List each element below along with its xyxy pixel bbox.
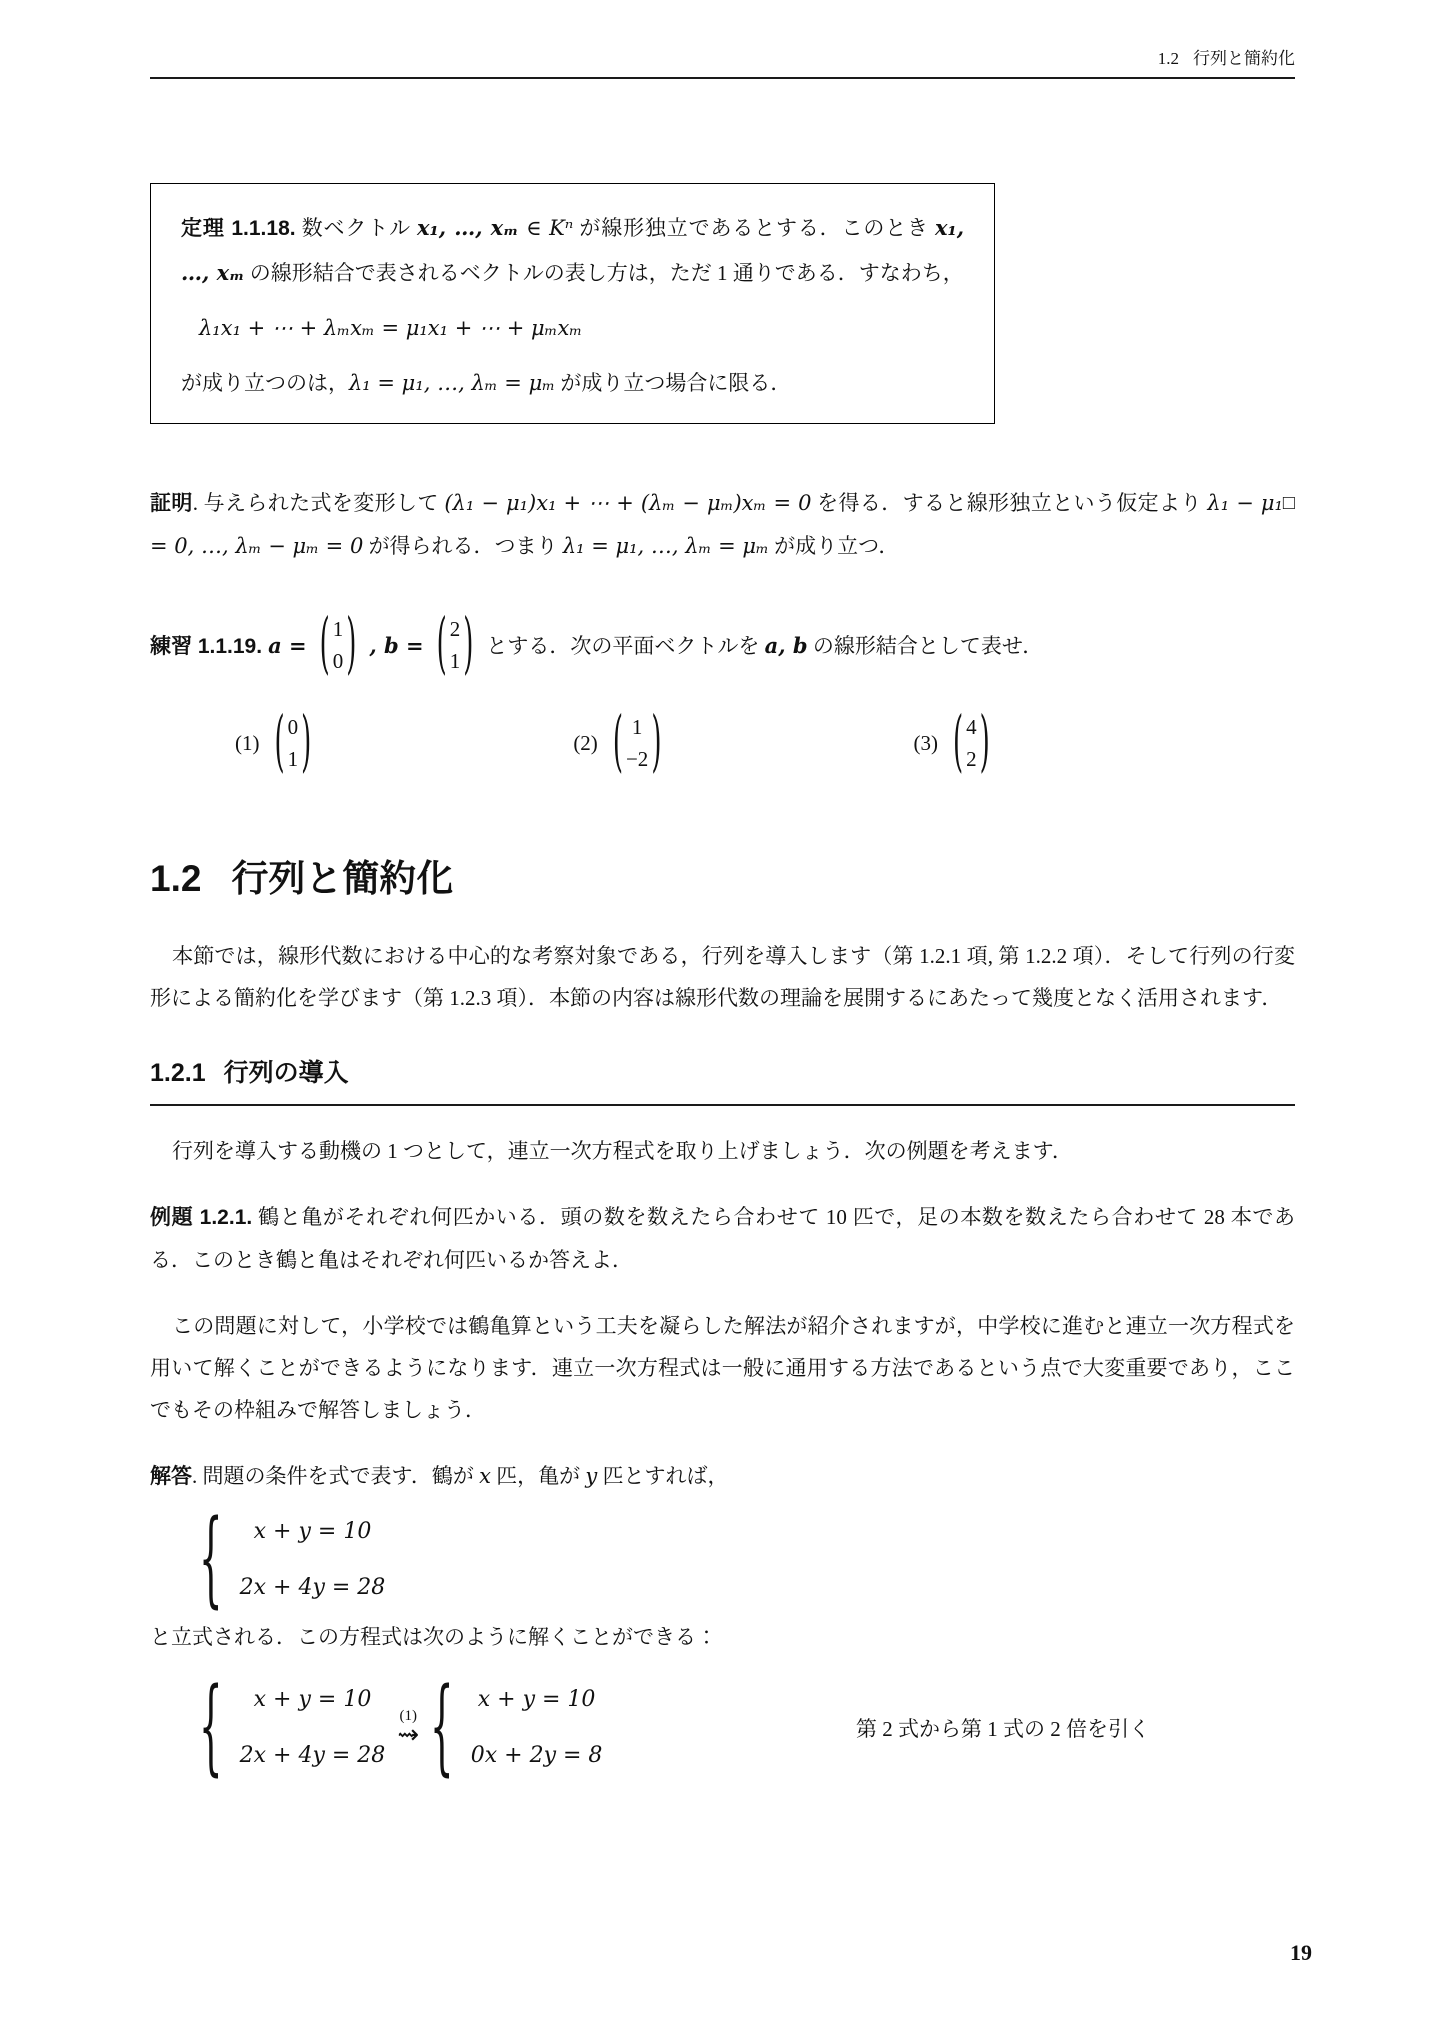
header-section-title: 行列と簡約化 [1193, 49, 1295, 68]
item-3-label: (3) [913, 730, 938, 755]
page-number: 19 [1290, 1940, 1312, 1965]
item-3-entry-1: 4 [966, 715, 977, 739]
squiggle-arrow-stack [397, 1708, 420, 1751]
running-header [150, 44, 1295, 79]
section-title: 行列と簡約化 [231, 858, 454, 899]
qed-tombstone-icon: □ [1282, 492, 1295, 514]
section-number: 1.2 [150, 858, 202, 899]
proof-paragraph [150, 482, 1295, 567]
left-paren-icon: ( [274, 704, 285, 782]
vector-a-lhs: a = [268, 632, 307, 658]
right-paren-icon: ) [979, 704, 990, 782]
item-3-vector [950, 704, 993, 782]
proof-text: 証明. 与えられた式を変形して (λ₁ − μ₁)x₁ + ⋯ + (λₘ − μₘ)xₘ = 0 を得る．すると線形独立という仮定より λ₁ − μ₁ = 0, …, λₘ − μₘ = 0 が得られる．つまり λ₁ = μ₁, …, λₘ = μₘ が成り立つ． [150, 491, 1283, 558]
step-right-eq-1: x + y = 10 [477, 1686, 596, 1712]
item-2-entry-1: 1 [631, 715, 643, 739]
step-number-label: (1) [399, 1708, 417, 1725]
step-annotation: 第 2 式から第 1 式の 2 倍を引く [856, 1716, 1150, 1741]
item-2-entry-2: −2 [625, 747, 649, 771]
vector-a-entry-1: 1 [332, 617, 344, 641]
item-2-vector [610, 704, 665, 782]
step-right-eq-2: 0x + 2y = 8 [470, 1742, 603, 1768]
left-paren-icon: ( [612, 704, 623, 782]
theorem-statement-tail: が成り立つのは，λ₁ = μ₁, …, λₘ = μₘ が成り立つ場合に限る． [181, 371, 792, 395]
section-intro-paragraph: 本節では，線形代数における中心的な考察対象である，行列を導入します（第 1.2.1 項, 第 1.2.2 項）．そして行列の行変形による簡約化を学びます（第 1.2.3 項）．本節の内容は線形代数の理論を展開するにあたって幾度となく活用されます． [150, 944, 1295, 1011]
left-paren-icon: ( [319, 606, 330, 684]
theorem-equation: λ₁x₁ + ⋯ + λₘxₘ = μ₁x₁ + ⋯ + μₘxₘ [199, 316, 583, 340]
right-paren-icon: ) [463, 606, 474, 684]
theorem-statement: 定理 1.1.18. 数ベクトル x₁, …, xₘ ∈ Kⁿ が線形独立であるとする．このとき x₁, …, xₘ の線形結合で表されるベクトルの表し方は，ただ 1 通りである．すなわち， [181, 215, 965, 285]
header-section-number: 1.2 [1157, 49, 1179, 68]
subsection-number: 1.2.1 [150, 1059, 206, 1088]
exercise-label: 練習 1.1.19. [150, 635, 263, 658]
left-paren-icon: ( [952, 704, 964, 782]
exercise-tail: とする．次の平面ベクトルを a, b の線形結合として表せ． [486, 633, 1044, 658]
exercise-items [150, 695, 1295, 791]
discussion-paragraph: この問題に対して，小学校では鶴亀算という工夫を凝らした解法が紹介されますが，中学校に進むと連立一次方程式を用いて解くことができるようになります．連立一次方程式は一般に通用する方法であるという点で大変重要であり，ここでもその枠組みで解答しましょう． [150, 1313, 1295, 1422]
right-paren-icon: ) [301, 704, 312, 782]
vector-b-lhs: , b = [369, 632, 424, 658]
subsection-title: 行列の導入 [223, 1059, 349, 1088]
item-1-label: (1) [235, 730, 260, 755]
right-paren-icon: ) [346, 606, 357, 684]
exercise-line [150, 597, 1295, 693]
example-paragraph: 例題 1.2.1. 鶴と亀がそれぞれ何匹かいる．頭の数を数えたら合わせて 10 匹で，足の本数を数えたら合わせて 28 本である．このとき鶴と亀はそれぞれ何匹いるか答えよ． [150, 1204, 1295, 1272]
cases-brace-icon: { [198, 1666, 223, 1789]
exercise-item-2 [573, 704, 668, 782]
exercise-item-3 [913, 704, 996, 782]
cases-brace-icon: { [430, 1666, 454, 1789]
cases-brace-icon: { [198, 1498, 223, 1621]
step-left-eq-2: 2x + 4y = 28 [239, 1742, 386, 1768]
subsection-heading [150, 1057, 1295, 1106]
vector-a-entry-2: 0 [332, 649, 344, 673]
between-paragraph: と立式される．この方程式は次のように解くことができる： [150, 1624, 717, 1649]
theorem-box [150, 183, 995, 424]
exercise-item-1 [235, 704, 318, 782]
section-heading [150, 857, 1295, 901]
subsection-intro-paragraph: 行列を導入する動機の 1 つとして，連立一次方程式を取り上げましょう．次の例題を考えます． [172, 1138, 1073, 1163]
system-1-eq-2: 2x + 4y = 28 [239, 1574, 386, 1600]
item-1-entry-1: 0 [287, 715, 299, 739]
solution-lead: 解答. 問題の条件を式で表す．鶴が x 匹，亀が y 匹とすれば， [150, 1463, 729, 1488]
system-1-eq-1: x + y = 10 [253, 1518, 372, 1544]
right-paren-icon: ) [651, 704, 662, 782]
column-vector-b [434, 606, 477, 684]
vector-b-entry-2: 1 [449, 649, 461, 673]
item-3-entry-2: 2 [966, 747, 977, 771]
item-1-vector [272, 704, 315, 782]
column-vector-a [317, 606, 360, 684]
equation-system-1 [150, 1498, 1295, 1621]
left-paren-icon: ( [436, 606, 447, 684]
item-2-label: (2) [573, 730, 598, 755]
vector-b-entry-1: 2 [449, 617, 461, 641]
step-left-system [198, 1666, 386, 1789]
step-left-eq-1: x + y = 10 [253, 1686, 372, 1712]
step-right-system [430, 1666, 603, 1789]
row-reduction-step [150, 1668, 1295, 1788]
item-1-entry-2: 1 [287, 747, 299, 771]
squiggle-arrow-icon: ⇝ [397, 1720, 420, 1751]
